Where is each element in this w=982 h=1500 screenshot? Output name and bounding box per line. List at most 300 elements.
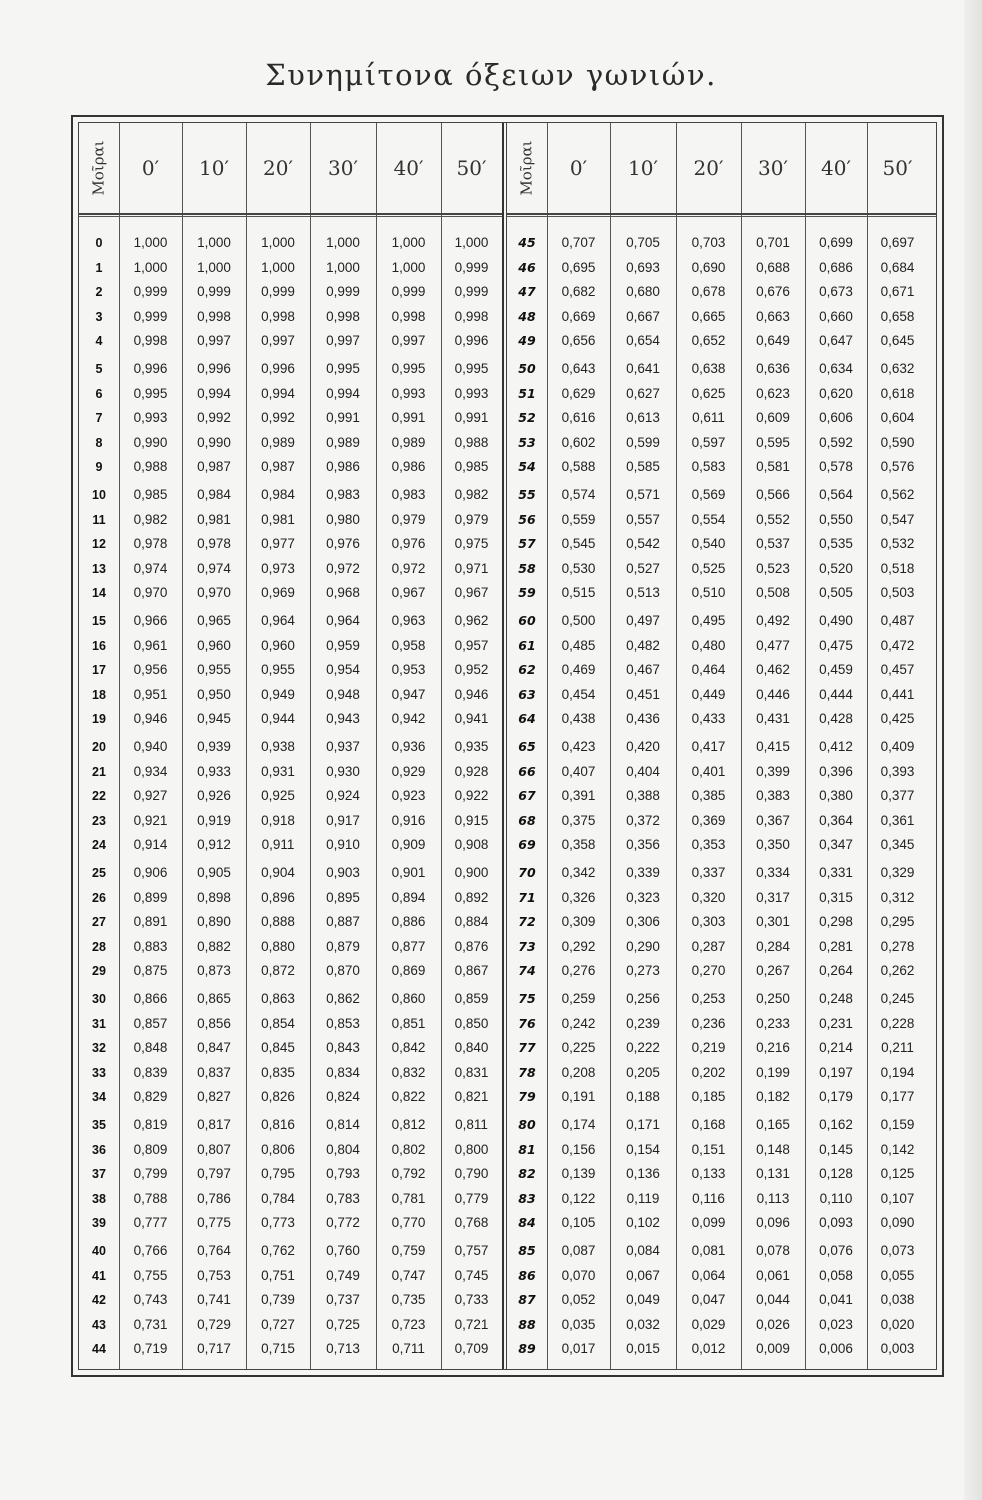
cosine-value-cell: 0,638 [691, 361, 726, 376]
cosine-value-cell: 0,866 [133, 991, 168, 1006]
cosine-value-cell: 0,992 [261, 410, 295, 425]
cosine-value-cell: 0,853 [326, 1015, 360, 1031]
cosine-value-cell: 0,375 [561, 812, 596, 828]
cosine-value-cell: 0,958 [391, 637, 426, 653]
cosine-value-cell: 0,908 [454, 837, 489, 852]
degree-cell: 74 [518, 963, 536, 978]
cosine-value-cell: 0,986 [391, 459, 426, 474]
cosine-value-cell: 0,989 [391, 434, 426, 450]
cosine-value-cell: 0,590 [880, 434, 915, 450]
cosine-value-cell: 0,680 [626, 284, 660, 299]
cosine-value-cell: 0,023 [819, 1316, 853, 1332]
cosine-value-cell: 0,559 [561, 511, 596, 527]
cosine-value-cell: 0,480 [691, 637, 726, 653]
cosine-value-cell: 0,690 [691, 259, 726, 275]
cosine-value-cell: 0,923 [391, 788, 426, 803]
cosine-value-cell: 0,764 [197, 1243, 231, 1258]
cosine-value-cell: 0,323 [626, 889, 660, 905]
cosine-value-cell: 0,952 [454, 662, 489, 677]
cosine-value-cell: 0,105 [561, 1215, 596, 1230]
cosine-value-cell: 0,658 [880, 308, 915, 324]
cosine-value-cell: 0,073 [880, 1243, 915, 1258]
table-row [79, 1288, 502, 1313]
cosine-value-cell: 0,992 [197, 410, 231, 425]
cosine-value-cell: 0,996 [133, 361, 168, 376]
cosine-value-cell: 0,214 [819, 1040, 853, 1055]
cosine-value-cell: 0,084 [626, 1243, 660, 1258]
cosine-value-cell: 0,627 [626, 385, 660, 401]
cosine-value-cell: 0,995 [133, 385, 168, 401]
cosine-value-cell: 0,353 [691, 837, 726, 852]
cosine-value-cell: 0,317 [756, 889, 790, 905]
cosine-value-cell: 0,513 [626, 585, 660, 600]
degree-cell: 24 [92, 838, 106, 852]
cosine-value-cell: 0,574 [561, 487, 596, 502]
cosine-value-cell: 0,231 [819, 1015, 853, 1031]
cosine-value-cell: 0,602 [561, 434, 596, 450]
table-row [507, 1162, 936, 1187]
table-row [79, 357, 502, 382]
table-row [507, 987, 936, 1012]
cosine-value-cell: 0,116 [692, 1190, 725, 1206]
cosine-value-cell: 0,643 [561, 361, 596, 376]
cosine-value-cell: 0,191 [561, 1089, 596, 1104]
cosine-value-cell: 0,998 [197, 308, 231, 324]
cosine-value-cell: 0,987 [261, 459, 295, 474]
degree-cell: 5 [95, 362, 103, 376]
cosine-value-cell: 0,693 [626, 259, 660, 275]
cosine-value-cell: 0,863 [261, 991, 295, 1006]
cosine-value-cell: 0,044 [756, 1292, 790, 1307]
degree-cell: 44 [92, 1342, 106, 1356]
cosine-value-cell: 0,709 [454, 1341, 489, 1356]
cosine-value-cell: 0,695 [561, 259, 596, 275]
degree-cell: 73 [518, 938, 536, 954]
cosine-value-cell: 0,264 [819, 963, 853, 978]
cosine-value-cell: 0,339 [626, 865, 660, 880]
degree-cell: 18 [92, 687, 106, 702]
cosine-value-cell: 0,749 [326, 1267, 360, 1283]
cosine-value-cell: 0,933 [197, 763, 231, 779]
cosine-value-cell: 0,464 [691, 662, 726, 677]
cosine-value-cell: 0,554 [691, 511, 726, 527]
cosine-value-cell: 0,451 [626, 686, 660, 702]
cosine-value-cell: 0,552 [756, 511, 790, 527]
minute-column-header: 0′ [569, 156, 588, 180]
table-row [507, 935, 936, 960]
cosine-value-cell: 0,895 [326, 889, 360, 905]
cosine-value-cell: 0,566 [756, 487, 790, 502]
cosine-value-cell: 0,194 [880, 1064, 915, 1080]
cosine-value-cell: 0,396 [819, 763, 853, 779]
degree-cell: 83 [518, 1190, 536, 1206]
cosine-value-cell: 0,431 [756, 711, 790, 726]
table-row [507, 760, 936, 785]
cosine-value-cell: 0,968 [326, 585, 360, 600]
degree-column-header-label: Μοῖραι [518, 140, 537, 196]
cosine-value-cell: 0,811 [455, 1117, 488, 1132]
cosine-value-cell: 0,645 [880, 333, 915, 348]
cosine-value-cell: 0,606 [819, 410, 853, 425]
cosine-value-cell: 0,842 [391, 1040, 426, 1055]
table-header [507, 123, 936, 215]
cosine-value-cell: 1,000 [197, 235, 231, 250]
cosine-value-cell: 0,219 [691, 1040, 726, 1055]
degree-cell: 16 [92, 638, 106, 653]
cosine-value-cell: 0,870 [326, 963, 360, 978]
table-row [507, 1187, 936, 1212]
cosine-value-cell: 0,880 [261, 938, 295, 954]
cosine-value-cell: 0,713 [326, 1341, 360, 1356]
cosine-value-cell: 0,993 [133, 410, 168, 425]
cosine-value-cell: 0,656 [561, 333, 596, 348]
cosine-value-cell: 0,303 [691, 914, 726, 929]
table-row [507, 455, 936, 480]
degree-cell: 65 [518, 739, 536, 754]
cosine-value-cell: 0,284 [756, 938, 790, 954]
cosine-value-cell: 0,997 [326, 333, 360, 348]
cosine-value-cell: 0,326 [561, 889, 596, 905]
cosine-value-cell: 0,939 [197, 739, 231, 754]
cosine-value-cell: 0,595 [756, 434, 790, 450]
cosine-value-cell: 0,530 [561, 560, 596, 576]
cosine-value-cell: 0,188 [626, 1089, 660, 1104]
degree-cell: 23 [92, 813, 106, 828]
cosine-value-cell: 0,981 [261, 511, 295, 527]
cosine-value-cell: 0,772 [326, 1215, 360, 1230]
table-left-half [79, 123, 504, 1369]
cosine-table [71, 115, 944, 1377]
cosine-value-cell: 0,557 [626, 511, 660, 527]
degree-column-header-label: Μοῖραι [90, 140, 109, 196]
cosine-value-cell: 0,250 [756, 991, 790, 1006]
cosine-value-cell: 0,006 [819, 1341, 853, 1356]
cosine-value-cell: 0,256 [626, 991, 660, 1006]
page-title: Συνημίτονα όξειων γωνιών. [265, 58, 717, 92]
cosine-value-cell: 0,581 [756, 459, 790, 474]
minute-column-header: 20′ [263, 156, 293, 180]
header-double-rule [79, 216, 502, 217]
cosine-value-cell: 0,026 [756, 1316, 790, 1332]
degree-cell: 38 [92, 1191, 106, 1206]
cosine-value-cell: 0,393 [880, 763, 915, 779]
cosine-value-cell: 0,996 [454, 333, 489, 348]
cosine-value-cell: 0,970 [197, 585, 231, 600]
cosine-value-cell: 0,938 [261, 739, 295, 754]
cosine-value-cell: 0,239 [626, 1015, 660, 1031]
table-row [79, 886, 502, 911]
degree-cell: 12 [92, 537, 106, 551]
degree-cell: 10 [92, 488, 106, 502]
degree-cell: 52 [518, 410, 536, 425]
cosine-value-cell: 0,745 [454, 1267, 489, 1283]
degree-cell: 62 [518, 662, 536, 677]
cosine-value-cell: 0,385 [691, 788, 726, 803]
cosine-value-cell: 0,964 [261, 613, 295, 628]
degree-cell: 35 [92, 1118, 106, 1132]
cosine-value-cell: 0,757 [454, 1243, 489, 1258]
table-row [79, 1337, 502, 1362]
cosine-value-cell: 0,625 [691, 385, 726, 401]
cosine-value-cell: 0,673 [819, 284, 853, 299]
cosine-value-cell: 0,876 [454, 938, 489, 954]
cosine-value-cell: 0,569 [691, 487, 726, 502]
table-row [79, 280, 502, 305]
cosine-value-cell: 0,228 [880, 1015, 915, 1031]
degree-cell: 71 [518, 889, 536, 905]
cosine-value-cell: 0,444 [819, 686, 853, 702]
cosine-value-cell: 0,996 [197, 361, 231, 376]
cosine-value-cell: 0,993 [391, 385, 426, 401]
table-row [79, 329, 502, 354]
table-row [507, 609, 936, 634]
table-row [507, 833, 936, 858]
cosine-value-cell: 0,947 [391, 686, 426, 702]
cosine-value-cell: 0,790 [454, 1166, 489, 1181]
cosine-value-cell: 0,816 [261, 1117, 295, 1132]
degree-cell: 60 [518, 613, 536, 628]
cosine-value-cell: 0,762 [261, 1243, 295, 1258]
cosine-value-cell: 0,545 [561, 536, 596, 551]
cosine-value-cell: 0,641 [626, 361, 660, 376]
cosine-value-cell: 0,604 [880, 410, 915, 425]
table-row [79, 1061, 502, 1086]
cosine-value-cell: 0,857 [133, 1015, 168, 1031]
cosine-value-cell: 0,409 [880, 739, 915, 754]
cosine-value-cell: 0,597 [691, 434, 726, 450]
cosine-value-cell: 0,995 [391, 361, 426, 376]
table-row [79, 935, 502, 960]
cosine-value-cell: 0,222 [626, 1040, 660, 1055]
cosine-value-cell: 0,959 [326, 637, 360, 653]
degree-cell: 7 [95, 411, 103, 425]
table-row [507, 329, 936, 354]
degree-cell: 15 [92, 614, 106, 628]
cosine-value-cell: 0,802 [391, 1141, 426, 1157]
degree-cell: 13 [92, 561, 106, 576]
table-row [79, 683, 502, 708]
degree-cell: 59 [518, 585, 536, 600]
cosine-value-cell: 0,883 [133, 938, 168, 954]
cosine-value-cell: 0,205 [626, 1064, 660, 1080]
degree-cell: 9 [95, 460, 103, 474]
cosine-value-cell: 0,739 [261, 1292, 295, 1307]
degree-cell: 68 [518, 812, 536, 828]
cosine-value-cell: 0,721 [454, 1316, 489, 1332]
cosine-value-cell: 0,957 [454, 637, 489, 653]
cosine-value-cell: 0,891 [133, 914, 168, 929]
table-row [507, 809, 936, 834]
cosine-value-cell: 0,099 [691, 1215, 726, 1230]
degree-cell: 4 [95, 334, 103, 348]
table-row [507, 707, 936, 732]
cosine-value-cell: 0,017 [561, 1341, 596, 1356]
table-row [79, 532, 502, 557]
cosine-value-cell: 0,686 [819, 259, 853, 275]
minute-column-header: 40′ [821, 156, 851, 180]
cosine-value-cell: 0,821 [454, 1089, 489, 1104]
cosine-value-cell: 0,113 [756, 1190, 790, 1206]
cosine-value-cell: 0,273 [626, 963, 660, 978]
cosine-value-cell: 0,281 [819, 938, 853, 954]
cosine-value-cell: 0,199 [756, 1064, 790, 1080]
cosine-value-cell: 0,715 [261, 1341, 295, 1356]
cosine-value-cell: 0,477 [756, 637, 790, 653]
cosine-value-cell: 0,520 [819, 560, 853, 576]
cosine-value-cell: 0,773 [261, 1215, 295, 1230]
degree-cell: 81 [518, 1141, 536, 1157]
cosine-value-cell: 0,936 [391, 739, 426, 754]
cosine-value-cell: 0,550 [819, 511, 853, 527]
cosine-value-cell: 0,929 [391, 763, 426, 779]
cosine-value-cell: 0,682 [561, 284, 596, 299]
cosine-value-cell: 0,886 [391, 914, 426, 929]
cosine-value-cell: 0,380 [819, 788, 853, 803]
cosine-value-cell: 0,781 [391, 1190, 426, 1206]
cosine-value-cell: 0,989 [261, 434, 295, 450]
cosine-value-cell: 1,000 [326, 235, 360, 250]
cosine-value-cell: 0,832 [391, 1064, 426, 1080]
cosine-value-cell: 0,472 [880, 637, 915, 653]
cosine-value-cell: 0,850 [454, 1015, 489, 1031]
cosine-value-cell: 0,943 [326, 711, 360, 726]
cosine-value-cell: 0,525 [691, 560, 726, 576]
degree-cell: 29 [92, 964, 106, 978]
cosine-value-cell: 0,953 [391, 662, 426, 677]
cosine-value-cell: 0,910 [326, 837, 360, 852]
minute-column-header: 50′ [882, 156, 913, 180]
cosine-value-cell: 0,197 [819, 1064, 853, 1080]
degree-cell: 49 [518, 333, 536, 348]
cosine-value-cell: 0,931 [261, 763, 295, 779]
cosine-value-cell: 0,986 [326, 459, 360, 474]
cosine-value-cell: 0,994 [326, 385, 360, 401]
cosine-value-cell: 0,383 [756, 788, 790, 803]
cosine-value-cell: 0,636 [756, 361, 790, 376]
cosine-value-cell: 0,571 [626, 487, 660, 502]
degree-cell: 57 [518, 536, 536, 551]
table-row [79, 1012, 502, 1037]
cosine-value-cell: 0,854 [261, 1015, 295, 1031]
cosine-value-cell: 0,972 [391, 560, 426, 576]
cosine-value-cell: 0,909 [391, 837, 426, 852]
table-row [79, 910, 502, 935]
cosine-value-cell: 0,388 [626, 788, 660, 803]
cosine-value-cell: 0,962 [454, 613, 489, 628]
cosine-value-cell: 0,156 [561, 1141, 596, 1157]
table-row [79, 1239, 502, 1264]
cosine-value-cell: 0,093 [819, 1215, 853, 1230]
cosine-value-cell: 0,894 [391, 889, 426, 905]
cosine-value-cell: 0,508 [756, 585, 790, 600]
degree-column-header [507, 123, 547, 213]
table-row [79, 1113, 502, 1138]
cosine-value-cell: 0,831 [454, 1064, 489, 1080]
cosine-value-cell: 0,977 [261, 536, 295, 551]
cosine-value-cell: 0,290 [626, 938, 660, 954]
degree-cell: 1 [95, 260, 103, 275]
table-row [507, 1036, 936, 1061]
cosine-value-cell: 0,998 [261, 308, 295, 324]
table-row [79, 231, 502, 256]
cosine-value-cell: 0,994 [261, 385, 295, 401]
cosine-value-cell: 0,401 [691, 763, 726, 779]
cosine-value-cell: 0,775 [197, 1215, 231, 1230]
cosine-value-cell: 0,347 [819, 837, 853, 852]
degree-cell: 50 [518, 361, 536, 376]
degree-cell: 11 [92, 512, 106, 527]
table-row [79, 1138, 502, 1163]
cosine-value-cell: 0,433 [691, 711, 726, 726]
cosine-value-cell: 0,896 [261, 889, 295, 905]
cosine-value-cell: 0,965 [197, 613, 231, 628]
cosine-value-cell: 0,993 [454, 385, 489, 401]
cosine-value-cell: 0,926 [197, 788, 231, 803]
table-row [507, 1085, 936, 1110]
cosine-value-cell: 0,792 [391, 1166, 426, 1181]
table-row [79, 1162, 502, 1187]
cosine-value-cell: 0,840 [454, 1040, 489, 1055]
cosine-value-cell: 0,917 [326, 812, 360, 828]
cosine-value-cell: 0,827 [197, 1089, 231, 1104]
cosine-value-cell: 1,000 [133, 259, 168, 275]
scan-edge [964, 0, 982, 1500]
cosine-value-cell: 0,497 [626, 613, 660, 628]
degree-cell: 54 [518, 459, 536, 474]
cosine-value-cell: 0,867 [454, 963, 489, 978]
cosine-value-cell: 0,924 [326, 788, 360, 803]
cosine-value-cell: 0,015 [626, 1341, 660, 1356]
cosine-value-cell: 0,454 [561, 686, 596, 702]
table-row [507, 508, 936, 533]
cosine-value-cell: 0,807 [197, 1141, 231, 1157]
degree-cell: 70 [518, 865, 536, 880]
cosine-value-cell: 0,564 [819, 487, 853, 502]
cosine-value-cell: 0,609 [756, 410, 790, 425]
cosine-value-cell: 0,334 [756, 865, 790, 880]
degree-cell: 85 [518, 1243, 536, 1258]
cosine-value-cell: 0,242 [561, 1015, 596, 1031]
degree-cell: 88 [518, 1316, 536, 1332]
cosine-value-cell: 0,879 [326, 938, 360, 954]
cosine-value-cell: 0,350 [756, 837, 790, 852]
table-row [507, 886, 936, 911]
cosine-value-cell: 0,515 [561, 585, 596, 600]
table-row [79, 431, 502, 456]
cosine-value-cell: 0,755 [133, 1267, 168, 1283]
cosine-value-cell: 0,928 [454, 763, 489, 779]
cosine-value-cell: 0,990 [133, 434, 168, 450]
cosine-value-cell: 0,843 [326, 1040, 360, 1055]
cosine-value-cell: 0,906 [133, 865, 168, 880]
cosine-value-cell: 0,154 [626, 1141, 660, 1157]
degree-cell: 63 [518, 686, 536, 702]
cosine-value-cell: 0,315 [819, 889, 853, 905]
cosine-value-cell: 0,119 [626, 1190, 660, 1206]
cosine-value-cell: 0,788 [133, 1190, 168, 1206]
cosine-value-cell: 0,369 [691, 812, 726, 828]
cosine-value-cell: 0,611 [692, 410, 725, 425]
table-row [79, 455, 502, 480]
cosine-value-cell: 0,942 [391, 711, 426, 726]
table-row [507, 431, 936, 456]
cosine-value-cell: 0,839 [133, 1064, 168, 1080]
cosine-value-cell: 0,735 [391, 1292, 426, 1307]
cosine-value-cell: 0,542 [626, 536, 660, 551]
cosine-value-cell: 0,989 [326, 434, 360, 450]
cosine-value-cell: 0,717 [197, 1341, 231, 1356]
cosine-value-cell: 0,159 [880, 1117, 915, 1132]
